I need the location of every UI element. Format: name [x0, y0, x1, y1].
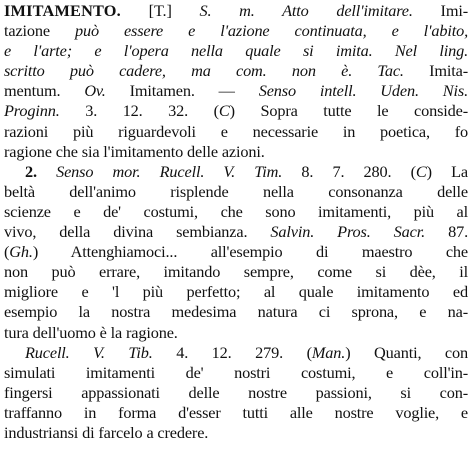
italic-run: S. m. Atto dell'imitare.: [199, 1, 413, 20]
italic-run: Ov.: [84, 81, 106, 101]
entry-line: [4, 101, 468, 121]
text-run: beltà dell'animo risplende nella consonanza delle: [4, 181, 468, 201]
text-run: 4. 12. 279. (: [152, 342, 312, 362]
text-run: industriansi di farcelo a credere.: [4, 422, 209, 442]
entry-line: [4, 81, 468, 101]
headword: IMITAMENTO.: [4, 1, 121, 20]
dictionary-entry: [4, 0, 468, 473]
text-run: vivo, della divina sembianza.: [4, 222, 271, 242]
text-run: Imita-: [403, 61, 468, 81]
entry-line: [4, 262, 468, 282]
text-run: ragione che sia l'imitamento delle azioni.: [4, 141, 265, 161]
text-run: scienze e de' costumi, che sono imitamenti, più al: [4, 201, 468, 221]
text-run: non può errare, imitando sempre, come si dèe, il: [4, 262, 468, 282]
text-run: 8. 7. 280. (: [282, 161, 416, 181]
italic-run: Gh.: [9, 242, 33, 262]
italic-run: può essere e l'azione continuata, e l'abito,: [74, 21, 468, 41]
text-run: [T.]: [120, 1, 200, 20]
entry-line: [4, 162, 468, 182]
italic-run: Proginn.: [4, 101, 60, 121]
text-run: ) La: [426, 161, 468, 181]
entry-line: [4, 343, 468, 363]
text-run: mentum.: [4, 81, 85, 101]
text-run: fingersi appassionati delle nostre passioni, si con-: [4, 382, 468, 402]
entry-line: [4, 302, 468, 322]
text-run: (: [4, 242, 10, 262]
text-run: simulati imitamenti de' nostri costumi, e coll'in-: [4, 362, 468, 382]
italic-run: Rucell. V. Tib.: [25, 342, 153, 362]
entry-body: [4, 1, 468, 443]
text-run: 3. 12. 32. (: [59, 101, 219, 121]
italic-run: Salvin. Pros. Sacr.: [270, 222, 426, 242]
text-run: Imi-: [412, 1, 468, 20]
entry-line: [4, 1, 468, 21]
entry-line: [4, 21, 468, 41]
italic-run: e l'arte; e l'opera nella quale si imita. Nel ling.: [4, 41, 468, 61]
text-run: esempio la nostra medesima natura ci sprona, e na-: [4, 302, 468, 322]
entry-line: [4, 182, 468, 202]
text-run: ) Sopra tutte le conside-: [229, 101, 468, 121]
text-run: Imitamen. —: [105, 81, 259, 101]
text-run: razioni più riguardevoli e necessarie in poetica, fo: [4, 121, 468, 141]
entry-line: [4, 363, 468, 383]
entry-line: [4, 423, 468, 443]
entry-line: [4, 122, 468, 142]
italic-run: Man.: [311, 342, 346, 362]
text-run: traffanno in forma d'esser tutti alle nostre voglie, e: [4, 402, 468, 422]
italic-run: C: [218, 101, 230, 121]
italic-run: C: [415, 161, 427, 181]
entry-line: [4, 222, 468, 242]
italic-run: Senso intell. Uden. Nis.: [258, 81, 468, 101]
italic-run: scritto può cadere, ma com. non è. Tac.: [4, 61, 404, 81]
text-run: tura dell'uomo è la ragione.: [4, 322, 178, 342]
entry-line: [4, 142, 468, 162]
sense-number: 2.: [25, 161, 57, 181]
italic-run: Senso mor. Rucell. V. Tim.: [56, 161, 283, 181]
entry-line: [4, 383, 468, 403]
entry-line: [4, 282, 468, 302]
text-run: 87.: [425, 222, 468, 242]
entry-line: [4, 242, 468, 262]
text-run: ) Attenghiamoci... all'esempio di maestro che: [32, 242, 468, 262]
text-run: ) Quanti, con: [345, 342, 468, 362]
entry-line: [4, 202, 468, 222]
entry-line: [4, 323, 468, 343]
entry-line: [4, 61, 468, 81]
entry-line: [4, 403, 468, 423]
text-run: migliore e 'l più perfetto; al quale imitamento ed: [4, 282, 468, 302]
text-run: tazione: [4, 21, 75, 41]
entry-line: [4, 41, 468, 61]
